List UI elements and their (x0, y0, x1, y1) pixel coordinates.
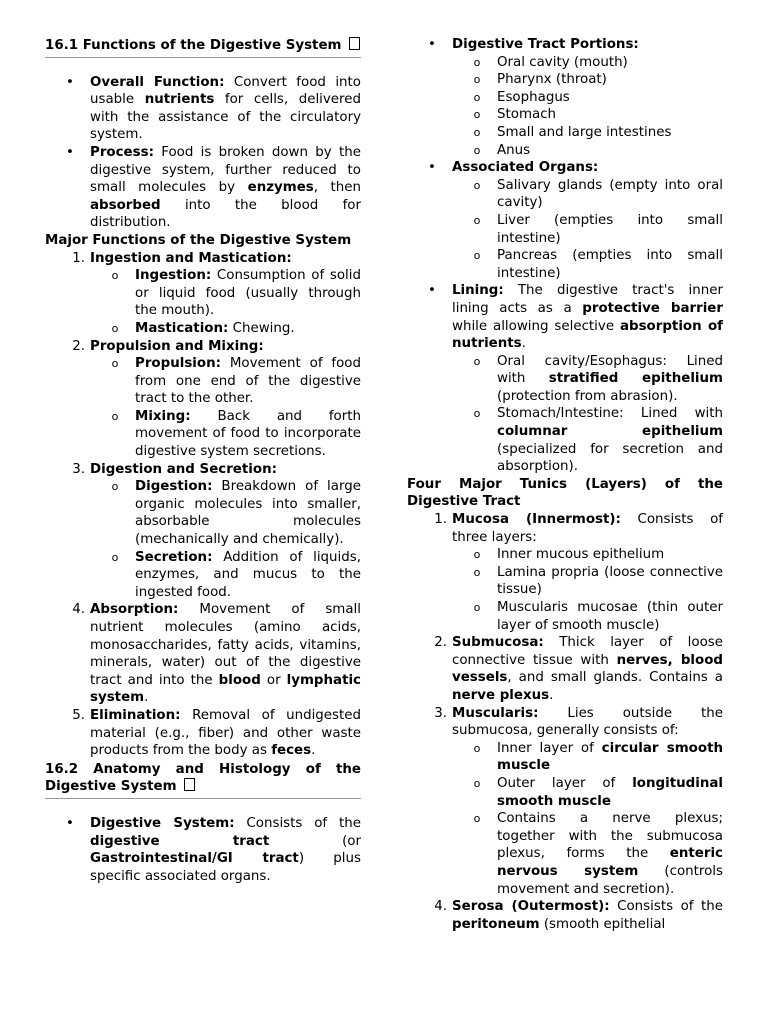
sub-item-secretion: o Secretion: Addition of liquids, enzymes, and mucus to the ingested food. (45, 549, 361, 602)
sub-bullet-icon: o (473, 143, 481, 157)
muscularis-inner-layer: o Inner layer of circular smooth muscle (407, 740, 723, 775)
sub-bullet-icon: o (473, 178, 481, 192)
sub-bullet-icon: o (473, 812, 481, 826)
sub-bullet-icon: o (473, 354, 481, 368)
lining-sub-stomach: o Stomach/Intestine: Lined with columnar epithelium (specialized for secretion and absorption). (407, 405, 723, 475)
sub-item-propulsion: o Propulsion: Movement of food from one end of the digestive tract to the other. (45, 355, 361, 408)
function-propulsion-mixing: 2. Propulsion and Mixing: (72, 338, 264, 354)
sub-bullet-icon: o (111, 357, 119, 371)
section-heading-16-2: 16.2 Anatomy and Histology of the Digestive System (45, 760, 361, 799)
missing-glyph-icon (349, 37, 360, 50)
function-digestion-secretion: 3. Digestion and Secretion: (72, 461, 277, 477)
sub-bullet-icon: o (111, 409, 119, 423)
sub-item-ingestion: o Ingestion: Consumption of solid or liquid food (usually through the mouth). (45, 267, 361, 320)
sub-bullet-icon: o (473, 548, 481, 562)
tunic-submucosa: 2. Submucosa: Thick layer of loose connective tissue with nerves, blood vessels, and small glands. Contains a nerve plexus. (434, 635, 723, 703)
bullet-icon: • (66, 144, 74, 160)
portion-item: o Small and large intestines (407, 124, 723, 142)
portion-item: o Anus (407, 142, 723, 160)
sub-bullet-icon: o (473, 601, 481, 614)
tunics-heading: Four Major Tunics (Layers) of the Digestive Tract (407, 476, 723, 510)
bullet-icon: • (428, 160, 436, 176)
sub-bullet-icon: o (473, 565, 481, 579)
sub-bullet-icon: o (473, 108, 481, 122)
tunic-mucosa: 1. Mucosa (Innermost): Consists of three layers: (434, 512, 723, 545)
mucosa-layer-item: o Lamina propria (loose connective tissue) (407, 564, 723, 599)
list-item-tract-portions: • Digestive Tract Portions: (407, 36, 723, 54)
sub-bullet-icon: o (473, 90, 481, 104)
organ-item: o Pancreas (empties into small intestine) (407, 247, 723, 282)
sub-item-mixing: o Mixing: Back and forth movement of food to incorporate digestive system secretions. (45, 408, 361, 461)
tunic-serosa: 4. Serosa (Outermost): Consists of the peritoneum (smooth epithelial (434, 899, 723, 932)
portion-item: o Esophagus (407, 89, 723, 107)
left-column (45, 36, 361, 885)
sub-bullet-icon: o (111, 321, 119, 335)
major-functions-heading: Major Functions of the Digestive System (45, 232, 352, 248)
sub-bullet-icon: o (473, 125, 481, 139)
sub-bullet-icon: o (111, 269, 119, 283)
sub-bullet-icon: o (111, 550, 119, 564)
lining-sub-oral: o Oral cavity/Esophagus: Lined with stratified epithelium (protection from abrasion). (407, 353, 723, 406)
function-elimination: 5. Elimination: Removal of undigested material (e.g., fiber) and other waste products from the body as feces. (72, 707, 361, 759)
list-item-lining: • Lining: The digestive tract's inner lining acts as a protective barrier while allowing selective absorption of nutrients. (407, 282, 723, 352)
portion-item: o Pharynx (throat) (407, 71, 723, 89)
sub-bullet-icon: o (473, 776, 481, 790)
portion-item: o Stomach (407, 106, 723, 124)
portion-item: o Oral cavity (mouth) (407, 54, 723, 72)
sub-bullet-icon: o (473, 741, 481, 755)
muscularis-outer-layer: o Outer layer of longitudinal smooth muscle (407, 775, 723, 810)
missing-glyph-icon (184, 778, 195, 791)
sub-item-mastication: o Mastication: Chewing. (45, 320, 361, 338)
right-column (407, 36, 723, 933)
list-item-digestive-system: • Digestive System: Consists of the digestive tract (or Gastrointestinal/GI tract) plus specific associated organs. (45, 815, 361, 885)
list-item-associated-organs: • Associated Organs: (407, 159, 723, 177)
list-item-overall-function: • Overall Function: Convert food into usable nutrients for cells, delivered with the assistance of the circulatory system. (45, 74, 361, 144)
mucosa-layer-item: o Inner mucous epithelium (407, 546, 723, 564)
bullet-icon: • (66, 74, 74, 90)
section-heading-16-1: 16.1 Functions of the Digestive System (45, 36, 361, 58)
muscularis-nerve-plexus: o Contains a nerve plexus; together with the submucosa plexus, forms the enteric nervous system (controls movement and secretion). (407, 810, 723, 898)
sub-bullet-icon: o (473, 249, 481, 263)
sub-bullet-icon: o (473, 407, 481, 421)
organ-item: o Liver (empties into small intestine) (407, 212, 723, 247)
bullet-icon: • (66, 815, 74, 831)
sub-bullet-icon: o (111, 480, 119, 494)
sub-bullet-icon: o (473, 55, 481, 69)
organ-item: o Salivary glands (empty into oral cavity) (407, 177, 723, 212)
bullet-icon: • (428, 37, 436, 52)
bullet-icon: • (428, 283, 436, 299)
list-item-process: • Process: Food is broken down by the digestive system, further reduced to small molecules by enzymes, then absorbed into the blood for distribution. (45, 144, 361, 232)
function-absorption: 4. Absorption: Movement of small nutrient molecules (amino acids, monosaccharides, fatty acids, vitamins, minerals, water) out of the digestive tract and into the blood or lymphatic system. (72, 602, 361, 706)
mucosa-layer-item: o Muscularis mucosae (thin outer layer of smooth muscle) (407, 599, 723, 634)
sub-bullet-icon: o (473, 73, 481, 87)
sub-item-digestion: o Digestion: Breakdown of large organic molecules into smaller, absorbable molecules (mechanically and chemically). (45, 478, 361, 548)
tunic-muscularis: 3. Muscularis: Lies outside the submucosa, generally consists of: (434, 705, 723, 739)
function-ingestion-mastication: 1. Ingestion and Mastication: (72, 250, 292, 266)
sub-bullet-icon: o (473, 213, 481, 227)
